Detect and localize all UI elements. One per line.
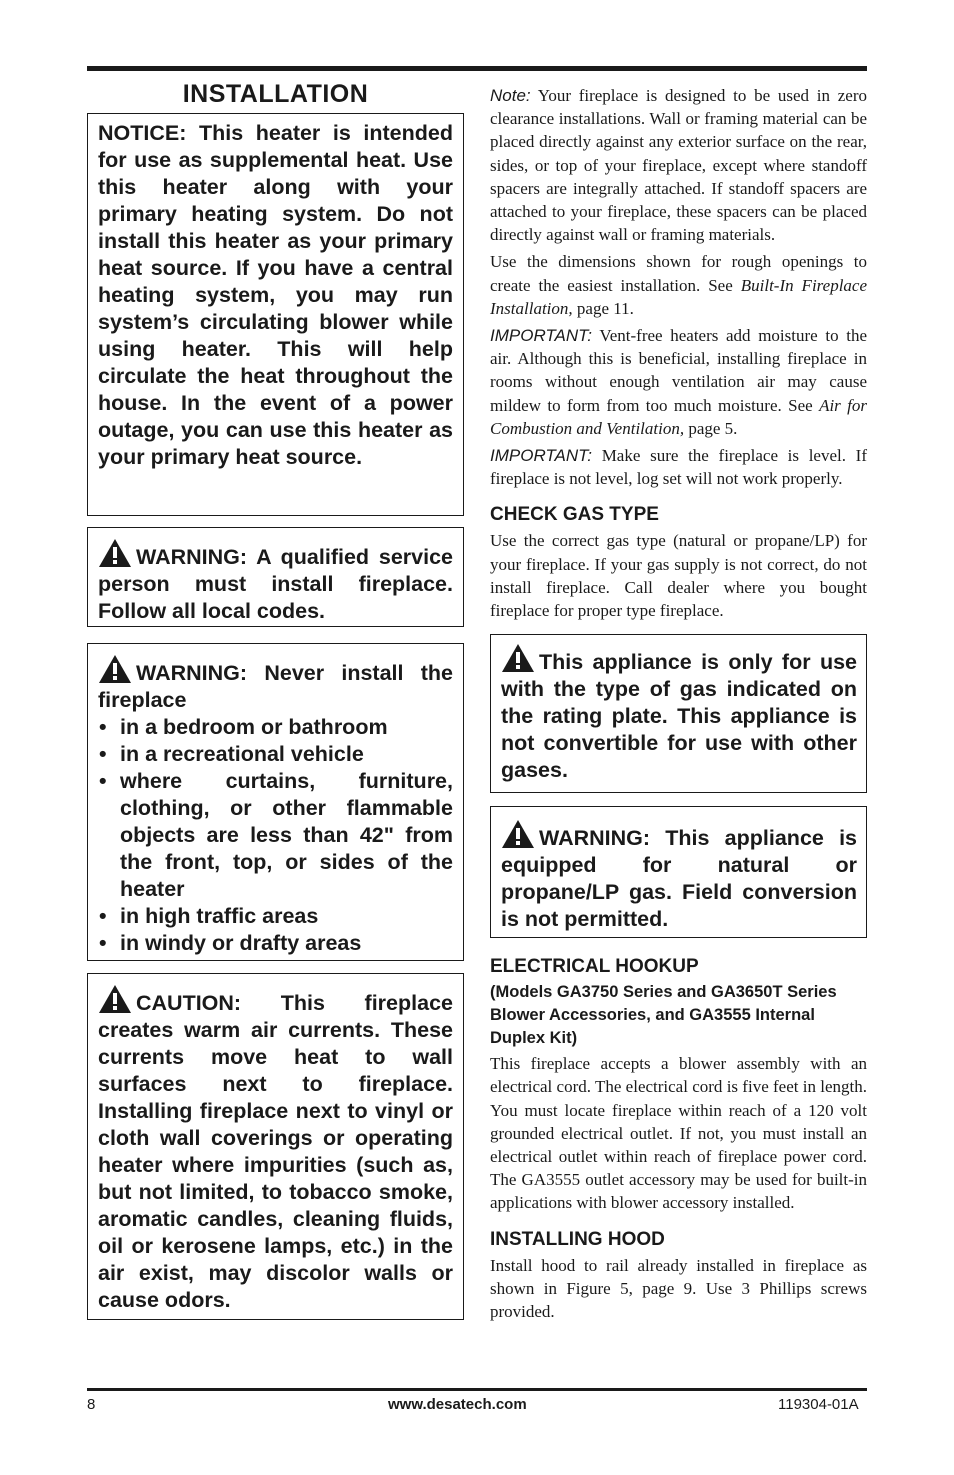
installing-hood-text: Install hood to rail already installed in fireplace as shown in Figure 5, page 9. Use 3 Phillips screws provided.	[490, 1255, 867, 1322]
important-moisture-reference: Air for Combustion and Ventilation,	[490, 395, 867, 438]
warning-triangle-icon	[98, 654, 132, 684]
qualified-warning-text: WARNING: A qualified service person must install fireplace. Follow all local codes.	[98, 545, 453, 623]
important-moisture-page: page 5.	[688, 418, 738, 438]
qualified-warning-box	[87, 527, 464, 627]
note-label: Note:	[490, 86, 531, 105]
dimensions-page: page 11.	[576, 298, 634, 318]
never-install-item: • where curtains, furniture, clothing, or other flammable objects are less than 42" from the front, top, or sides of the heater	[98, 768, 453, 903]
electrical-heading: ELECTRICAL HOOKUP	[490, 956, 699, 978]
section-title: INSTALLATION	[182, 80, 369, 108]
appliance-gas-box	[490, 634, 867, 793]
never-install-item: • in windy or drafty areas	[98, 930, 453, 957]
electrical-subheading: (Models GA3750 Series and GA3650T Series Blower Accessories, and GA3555 Internal Duplex Kit)	[490, 983, 837, 1048]
important-moisture-text: Vent-free heaters add moisture to the air. Although this is beneficial, installing fireplace in rooms without enough ventilation air may cause mildew to form from too much moisture. See	[490, 326, 867, 415]
warning-triangle-icon	[98, 984, 132, 1014]
notice-text: NOTICE: This heater is intended for use as supplemental heat. Use this heater along with your primary heating system. Do not install this heater as your primary heat source. If you have a central heating system, you may run system’s circulating blower while using heater. This will help circulate the heat throughout the house. In the event of a power outage, you can use this heater as your primary heat source.	[98, 121, 453, 469]
left-column	[87, 80, 464, 1320]
footer-doc-number: 119304-01A	[778, 1396, 859, 1413]
check-gas-text: Use the correct gas type (natural or propane/LP) for your fireplace. If your gas supply is not correct, do not install fireplace. Call dealer where you bought fireplace for proper type fireplace.	[490, 531, 867, 621]
never-install-list	[98, 714, 453, 957]
note-paragraph	[490, 84, 867, 246]
never-install-intro: WARNING: Never install the fireplace	[98, 661, 453, 712]
page-number: 8	[87, 1396, 96, 1413]
bottom-rule	[87, 1388, 867, 1391]
top-rule	[87, 66, 867, 71]
conversion-warning-box	[490, 806, 867, 938]
important-level-paragraph	[490, 444, 867, 490]
check-gas-heading: CHECK GAS TYPE	[490, 504, 659, 526]
notice-box	[87, 113, 464, 516]
warning-triangle-icon	[501, 819, 535, 849]
important-level-text: Make sure the fireplace is level. If fireplace is not level, log set will not work properly.	[490, 446, 867, 489]
dimensions-text: Use the dimensions shown for rough openings to create the easiest installation. See	[490, 252, 867, 295]
warning-triangle-icon	[501, 643, 535, 673]
note-text: Your fireplace is designed to be used in zero clearance installations. Wall or framing material can be placed directly against any exterior surface on the rear, sides, or top of your fireplace, except where standoff spacers are integrally attached. If standoff spacers are attached to your fireplace, these spacers can be placed directly against wall or framing materials.	[490, 86, 867, 245]
footer-website: www.desatech.com	[388, 1396, 527, 1413]
installing-hood-heading: INSTALLING HOOD	[490, 1228, 665, 1250]
never-install-item: • in high traffic areas	[98, 903, 453, 930]
important-label: IMPORTANT:	[490, 326, 592, 346]
important-moisture-paragraph	[490, 324, 867, 440]
caution-text: CAUTION: This fireplace creates warm air currents. These currents move heat to wall surfaces next to fireplace. Installing fireplace next to vinyl or cloth wall coverings or operating heater where impurities (such as, but not limited, to tobacco smoke, aromatic candles, cleaning fluids, oil or kerosene lamps, etc.) in the air exist, may discolor walls or cause odors.	[98, 991, 453, 1312]
right-column	[490, 84, 867, 1327]
conversion-warning-text: WARNING: This appliance is equipped for natural or propane/LP gas. Field conversion is not permitted.	[501, 826, 857, 932]
dimensions-reference: Built-In Fireplace Installation,	[490, 275, 868, 318]
warning-triangle-icon	[98, 538, 132, 568]
never-install-item: • in a bedroom or bathroom	[98, 714, 453, 741]
dimensions-paragraph	[490, 250, 867, 320]
important-label: IMPORTANT:	[490, 446, 592, 466]
appliance-gas-text: This appliance is only for use with the type of gas indicated on the rating plate. This appliance is not convertible for use with other gases.	[501, 650, 857, 783]
electrical-text: This fireplace accepts a blower assembly with an electrical cord. The electrical cord is five feet in length. You must locate fireplace within reach of a 120 volt grounded electrical outlet. If not, you must install an electrical outlet within reach of fireplace power cord. The GA3555 outlet accessory may be used for built-in applications with blower accessory installed.	[490, 1054, 867, 1213]
never-install-warning-box	[87, 643, 464, 961]
never-install-item: • in a recreational vehicle	[98, 741, 453, 768]
caution-box	[87, 973, 464, 1320]
